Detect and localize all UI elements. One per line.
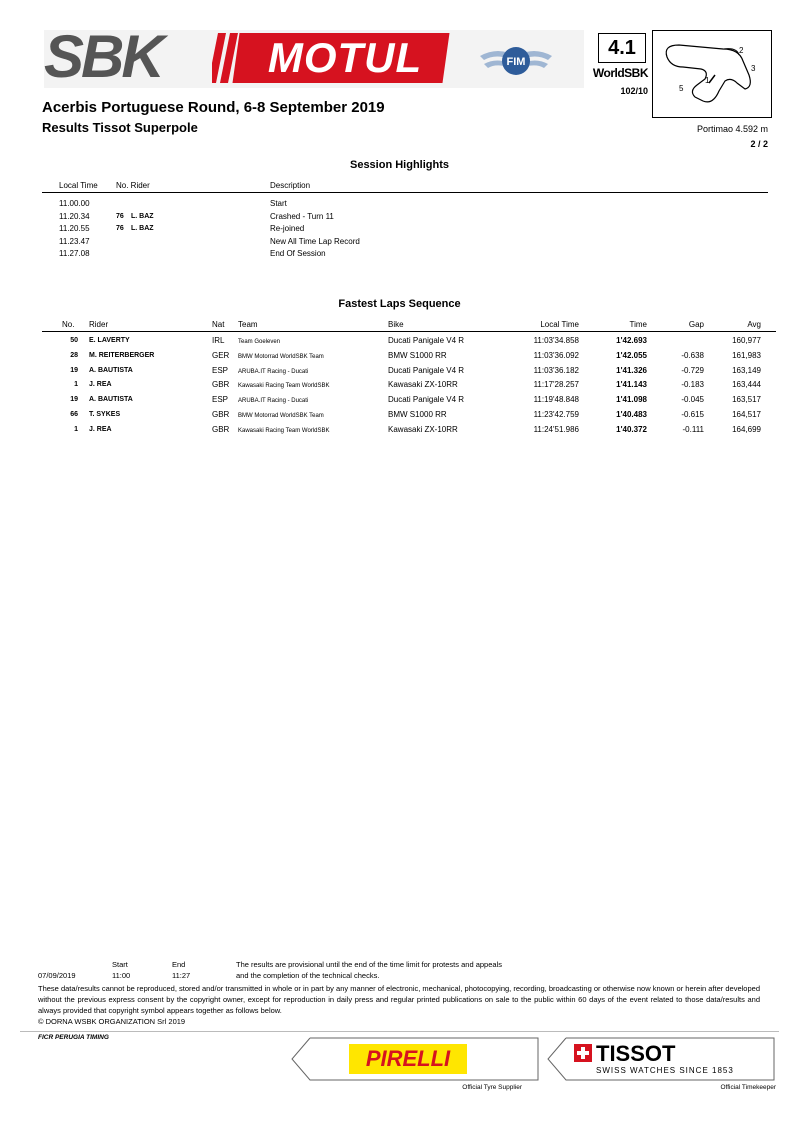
hl-time: 11.00.00: [59, 199, 90, 208]
col-header-no: No.: [62, 320, 75, 329]
hl-description: Start: [270, 199, 287, 208]
fl-rider-number: 1: [74, 381, 78, 388]
divider: [20, 1031, 779, 1032]
fl-gap: -0.183: [681, 380, 704, 389]
fl-gap: -0.729: [681, 366, 704, 375]
fl-lap-time: 1'42.693: [616, 336, 647, 345]
fl-rider-name: M. REITERBERGER: [89, 352, 155, 359]
session-date: 07/09/2019: [38, 971, 76, 980]
col-header-avg: Avg: [747, 320, 761, 329]
fl-team: BMW Motorrad WorldSBK Team: [238, 354, 324, 360]
fl-lap-time: 1'40.483: [616, 410, 647, 419]
fl-team: ARUBA.IT Racing - Ducati: [238, 369, 309, 375]
fl-local-time: 11:24'51.986: [533, 425, 579, 434]
hl-description: Crashed - Turn 11: [270, 212, 334, 221]
hl-description: New All Time Lap Record: [270, 237, 360, 246]
fl-rider-name: T. SYKES: [89, 411, 121, 418]
fl-rider-number: 28: [70, 352, 78, 359]
copyright-disclaimer: These data/results cannot be reproduced, stored and/or transmitted in whole or in part by any manner of electronic, mechanical, photocopying, recording, broadcasting or otherwise now known or herein after developed without the previous express consent by the copyright owner, except for reproduction in daily press and regular printed publications on sale to the public within 60 days of the event related to those data/results and always provided that copyright symbol appears together as follows below.: [38, 984, 760, 1015]
fl-avg-speed: 160,977: [732, 336, 761, 345]
fl-local-time: 11:19'48.848: [533, 395, 579, 404]
document-number: 4.1: [598, 33, 646, 63]
fl-local-time: 11:23'42.759: [533, 410, 579, 419]
fl-team: ARUBA.IT Racing - Ducati: [238, 398, 309, 404]
fl-local-time: 11:03'36.092: [533, 351, 579, 360]
fl-local-time: 11:03'36.182: [533, 366, 579, 375]
fl-local-time: 11:17'28.257: [533, 380, 579, 389]
fl-team: Team Goeleven: [238, 339, 281, 345]
hl-description: End Of Session: [270, 249, 326, 258]
copyright-notice: © DORNA WSBK ORGANIZATION Srl 2019: [38, 1017, 186, 1026]
hl-time: 11.27.08: [59, 249, 90, 258]
fl-gap: -0.638: [681, 351, 704, 360]
col-header-time: Time: [629, 320, 647, 329]
fl-team: BMW Motorrad WorldSBK Team: [238, 413, 324, 419]
tissot-logo: TISSOT: [596, 1041, 676, 1066]
provisional-note-2: and the completion of the technical checks.: [236, 971, 380, 980]
fl-nationality: ESP: [212, 366, 229, 375]
fl-nationality: IRL: [212, 336, 225, 345]
timekeeper-label: Official Timekeeper: [720, 1084, 776, 1091]
fl-rider-name: J. REA: [89, 426, 112, 433]
fl-rider-number: 1: [74, 426, 78, 433]
fl-lap-time: 1'41.143: [616, 380, 647, 389]
col-header-team: Team: [238, 320, 258, 329]
fl-gap: -0.615: [681, 410, 704, 419]
provisional-note: The results are provisional until the end of the time limit for protests and appeals: [236, 960, 502, 969]
document-reference: 102/10: [620, 86, 648, 96]
fl-rider-name: E. LAVERTY: [89, 337, 130, 344]
col-header-no-rider: No. Rider: [116, 181, 150, 190]
divider: [42, 192, 768, 193]
svg-text:FIM: FIM: [506, 56, 526, 68]
tissot-tagline: SWISS WATCHES SINCE 1853: [596, 1066, 734, 1075]
fl-rider-number: 19: [70, 367, 78, 374]
col-header-description: Description: [270, 181, 311, 190]
page-number: 2 / 2: [750, 139, 768, 149]
fl-rider-number: 50: [70, 337, 78, 344]
col-header-gap: Gap: [688, 320, 704, 329]
fl-team: Kawasaki Racing Team WorldSBK: [238, 383, 330, 389]
fl-lap-time: 1'40.372: [616, 425, 647, 434]
fl-avg-speed: 163,149: [732, 366, 761, 375]
hl-time: 11.20.55: [59, 224, 90, 233]
event-title: Acerbis Portuguese Round, 6-8 September 2019: [42, 99, 385, 116]
fl-rider-name: A. BAUTISTA: [89, 367, 133, 374]
session-start: 11:00: [112, 971, 131, 980]
pirelli-logo: PIRELLI: [349, 1044, 467, 1074]
fl-team: Kawasaki Racing Team WorldSBK: [238, 428, 330, 434]
fl-rider-name: J. REA: [89, 381, 112, 388]
hl-rider-name: L. BAZ: [131, 225, 154, 232]
session-title: Results Tissot Superpole: [42, 120, 198, 135]
fl-bike: BMW S1000 RR: [388, 351, 447, 360]
fl-bike: Ducati Panigale V4 R: [388, 336, 465, 345]
track-map: [652, 30, 772, 118]
motul-logo: MOTUL: [267, 34, 423, 81]
timing-provider: FICR PERUGIA TIMING: [38, 1034, 109, 1041]
tissot-cross-icon: [574, 1044, 592, 1062]
sbk-logo: SBK: [44, 23, 162, 90]
hl-time: 11.23.47: [59, 237, 90, 246]
fl-bike: BMW S1000 RR: [388, 410, 447, 419]
col-header-local-time: Local Time: [59, 181, 98, 190]
fl-rider-name: A. BAUTISTA: [89, 396, 133, 403]
fl-rider-number: 19: [70, 396, 78, 403]
fl-lap-time: 1'42.055: [616, 351, 647, 360]
circuit-info: Portimao 4.592 m: [696, 124, 768, 134]
tyre-supplier-label: Official Tyre Supplier: [462, 1084, 522, 1091]
hl-rider-name: L. BAZ: [131, 213, 154, 220]
fl-gap: -0.111: [682, 425, 704, 434]
fl-nationality: GBR: [212, 410, 230, 419]
fim-logo-icon: [478, 42, 554, 80]
fl-avg-speed: 163,517: [732, 395, 761, 404]
hl-description: Re-joined: [270, 224, 305, 233]
fl-avg-speed: 163,444: [732, 380, 761, 389]
fl-avg-speed: 164,517: [732, 410, 761, 419]
fl-local-time: 11:03'34.858: [533, 336, 579, 345]
track-turn-label: 3: [751, 64, 756, 73]
hl-rider-number: 76: [116, 213, 124, 220]
fl-nationality: ESP: [212, 395, 229, 404]
session-end: 11:27: [172, 971, 191, 980]
col-header-bike: Bike: [388, 320, 404, 329]
fl-gap: -0.045: [681, 395, 704, 404]
col-header-local-time: Local Time: [540, 320, 579, 329]
fl-rider-number: 66: [70, 411, 78, 418]
fl-avg-speed: 164,699: [732, 425, 761, 434]
track-layout-icon: [653, 31, 771, 117]
fl-nationality: GBR: [212, 425, 230, 434]
hl-rider-number: 76: [116, 225, 124, 232]
fl-lap-time: 1'41.098: [616, 395, 647, 404]
track-turn-label: 2: [739, 46, 744, 55]
fl-nationality: GER: [212, 351, 230, 360]
fl-nationality: GBR: [212, 380, 230, 389]
fl-bike: Kawasaki ZX-10RR: [388, 425, 458, 434]
fl-bike: Ducati Panigale V4 R: [388, 395, 465, 404]
section-title-highlights: Session Highlights: [349, 159, 449, 171]
col-header-nat: Nat: [212, 320, 225, 329]
footer-end-label: End: [172, 960, 186, 969]
track-turn-label: 1: [705, 76, 710, 85]
track-turn-label: 5: [679, 84, 684, 93]
fl-avg-speed: 161,983: [732, 351, 761, 360]
fl-bike: Kawasaki ZX-10RR: [388, 380, 458, 389]
section-title-fastest-laps: Fastest Laps Sequence: [338, 298, 461, 310]
footer-start-label: Start: [112, 960, 128, 969]
divider: [42, 331, 776, 332]
fl-lap-time: 1'41.326: [616, 366, 647, 375]
hl-time: 11.20.34: [59, 212, 90, 221]
series-name: WorldSBK: [592, 66, 648, 80]
fl-bike: Ducati Panigale V4 R: [388, 366, 465, 375]
col-header-rider: Rider: [89, 320, 109, 329]
